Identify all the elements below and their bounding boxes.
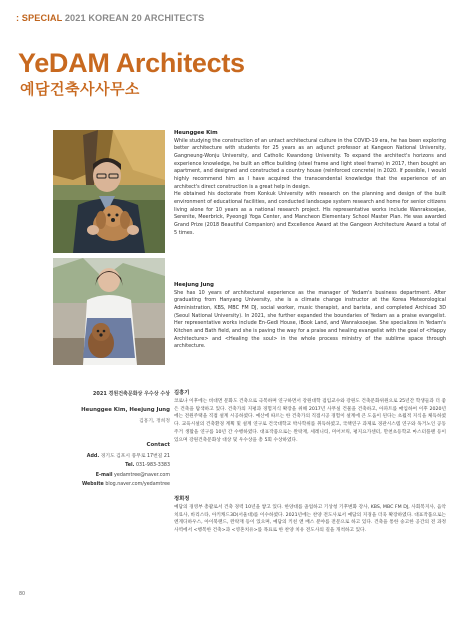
award-note: 2021 경원건축문화상 우수상 수상 bbox=[92, 391, 170, 397]
portrait-heejung-jung bbox=[53, 258, 165, 365]
bio-name-korean: 김흥기 bbox=[174, 390, 190, 396]
bio-korean-jung bbox=[174, 496, 446, 535]
bio-name: Heunggee Kim bbox=[174, 130, 218, 136]
section-title: 2021 KOREAN 20 ARCHITECTS bbox=[62, 13, 205, 23]
section-prefix: : SPECIAL bbox=[16, 13, 63, 23]
firm-title-korean: 예담건축사사무소 bbox=[20, 80, 140, 98]
bio-paragraph-korean: 코로나 이후에는 비대면 문화도 건축으로 극복하며 연구하면서 강원대학 겸임교수와 강원도 건축문화위원으로 25년간 학생들과 더 좋은 건축을 탐색하고 있다. 건축가의 지평과 경험지식 확장을 위해 2017년 사무실 건물을 건축하고, 아파트를 매입하여 이후 2020년에는 전원주택을 직접 설계 시공하였다. 예산에 따르는 한 건축가의 직접시공 경험이 설계에 큰 도움이 된다는 초월적 지식을 체득하였다. 교육시설의 건축환경 계획 및 설계 연구로 건국대학교 박사학위를 취득하였고, 국책연구 과제로 경관시스템 연구와 독거노인 공동주거 생활을 연구를 10년 간 수행하였다. 대표작품으로는 완락재, 세레니티, 미어브릭, 평지요가센터, 만천초등학교 마스터플랜 등이 있으며 강원건축문화상 대상 및 우수상을 총 5회 수상하였다. bbox=[174, 398, 446, 443]
bio-paragraph: He obtained his doctorate from Konkuk University with research on the planning and design of the built environment of educational facilities, and conducted landscape system research and home for senior citizens living alone for 10 years as a national research project. His representative works include Wanraksoejae, Serenite, Meerbrick, Pyeongji Yoga Center, and Mancheon Elementary School Master Plan. He was awarded Grand Prize (2018 Beautiful Companion) and Excellence Award at the Gangeon Architecture Award a total of 5 times. bbox=[174, 191, 446, 236]
contact-website[interactable]: Website blog.naver.com/yedamtree bbox=[81, 482, 170, 488]
page-number: 80 bbox=[19, 592, 26, 597]
architect-names: Heunggee Kim, Heejung Jung bbox=[81, 407, 170, 413]
bio-paragraph: While studying the construction of an untact architectural culture in the COVID-19 era, he has been exploring better architecture with students for 25 years as an adjunct professor at Kangeon National University, Gangneung-Wonju University, and Catholic Kwandong University. To expand the architect's horizons and experience knowledge, he built an office building (steel frame and light steel frame) in 2017, then bought an apartment, and designed and constructed a country house (reinforced concrete) in 2020. If possible, I would highly recommend him as I have acquired the transcendental knowledge that the experience of an architect's direct construction is a great help in design. bbox=[174, 137, 446, 190]
section-header bbox=[16, 13, 204, 23]
firm-title: YeDAM Architects bbox=[18, 48, 245, 78]
bio-heejung-jung bbox=[174, 282, 446, 351]
bio-heunggee-kim bbox=[174, 130, 446, 237]
contact-details bbox=[20, 452, 170, 490]
bio-name: Heejung Jung bbox=[174, 282, 214, 288]
contact-email[interactable]: E-mail yedamtree@naver.com bbox=[95, 472, 170, 478]
bio-paragraph-korean: 예담의 경영부 총괄로서 건축 경력 10년을 쌓고 있다. 한양대를 졸업하고 기상청 기후변화 강사, KBS, MBC FM DJ, 사회복지사, 음악치료사, 바리스타, 아키캐드3D(서울대)를 이수하였다. 2021년에는 찬양 전도사로서 예담의 지경을 더욱 확장하였다. 대표작품으로는 엔게디하우스, 아이북랜드, 완락재 등이 있으며, 예담의 키친 앤 배스 분야를 전문으로 하고 있다. 건축을 통한 숭고한 공간의 전 과정 사역에서 <행복한 건축>과 <영혼치유>를 목표로 한 찬양 치유 전도사의 길을 개척하고 있다. bbox=[174, 504, 446, 534]
contact-phone: Tel. 031-983-3383 bbox=[125, 463, 170, 469]
architect-names-korean: 김흥기, 정희정 bbox=[139, 419, 170, 424]
portrait-heunggee-kim bbox=[53, 130, 165, 253]
bio-name-korean: 정희정 bbox=[174, 496, 190, 502]
contact-heading: Contact bbox=[146, 442, 170, 448]
bio-korean-kim bbox=[174, 390, 446, 445]
bio-paragraph: She has 10 years of architectural experience as the manager of Yedam's business department. After graduating from Hanyang University, she is a climate change instructor at the Korea Meteorological Administration, KBS, MBC FM DJ, social worker, music therapist, and barista, and completed Archicad 3D (Seoul National University). In 2021, she further expanded the boundaries of Yedam as a praise evangelist. Her representative works include En-Gedi House, iBook Land, and Wanraksoejae. She specializes in Yedam's Kitchen and Bath field, and she is paving the way for a praise and healing evangelist with the goal of <Happy Architecture> and <Healing the soul> in the whole process ministry of the sublime space through architecture. bbox=[174, 289, 446, 350]
contact-address: Add. 경기도 김포시 풍무로 17번길 21 bbox=[86, 454, 170, 459]
